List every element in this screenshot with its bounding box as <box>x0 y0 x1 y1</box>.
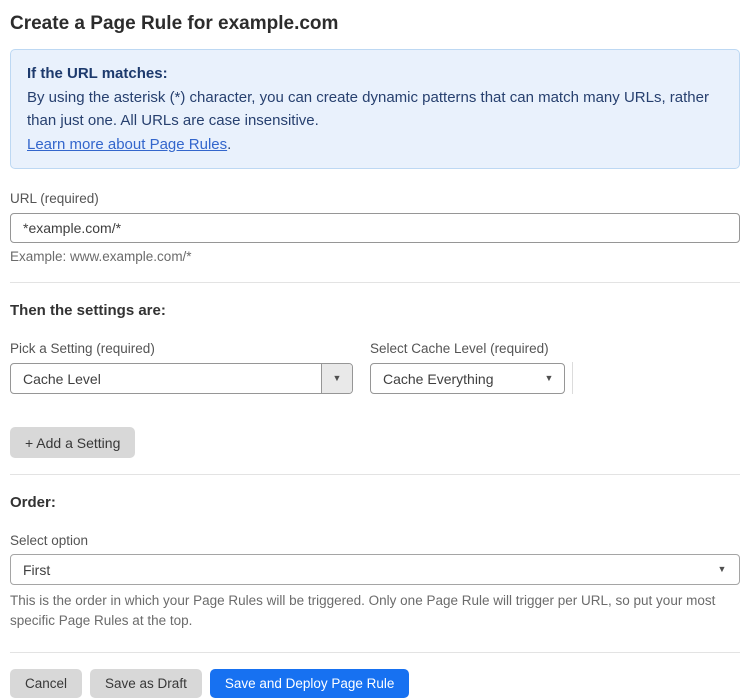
order-helper-text: This is the order in which your Page Rules will be triggered. Only one Page Rule will trigger per URL, so put your most specific Page Rules at the top. <box>10 593 716 628</box>
setting-picker-column <box>10 319 353 394</box>
save-as-draft-button[interactable]: Save as Draft <box>90 669 202 698</box>
column-divider <box>572 362 573 394</box>
chevron-down-icon: ▼ <box>332 373 342 383</box>
info-box-heading: If the URL matches: <box>27 65 168 82</box>
cache-level-column <box>370 319 565 394</box>
section-divider <box>10 652 740 653</box>
cache-level-label: Select Cache Level (required) <box>370 341 549 356</box>
url-field-helper: Example: www.example.com/* <box>10 249 192 264</box>
order-select-value: First <box>23 561 51 578</box>
setting-picker-value: Cache Level <box>23 370 101 387</box>
dropdown-arrow-button[interactable] <box>321 364 352 393</box>
order-select-dropdown[interactable] <box>10 554 740 585</box>
cache-level-dropdown[interactable] <box>370 363 565 394</box>
setting-picker-dropdown[interactable] <box>10 363 353 394</box>
link-suffix: . <box>227 135 232 153</box>
dropdown-arrow-cell <box>534 364 564 393</box>
url-field-label: URL (required) <box>10 191 99 206</box>
info-box-link-line <box>27 133 723 157</box>
order-select-label: Select option <box>10 533 89 548</box>
section-divider <box>10 474 740 475</box>
chevron-down-icon: ▼ <box>544 373 554 383</box>
form-actions <box>10 669 740 698</box>
url-match-info-box <box>10 49 740 169</box>
learn-more-link[interactable]: Learn more about Page Rules <box>27 135 228 153</box>
cache-level-value: Cache Everything <box>383 370 494 387</box>
section-divider <box>10 282 740 283</box>
add-setting-button[interactable]: + Add a Setting <box>10 427 135 458</box>
info-box-body: By using the asterisk (*) character, you can create dynamic patterns that can match many URLs, rather than just one. All URLs are case insensitive. <box>27 88 709 129</box>
setting-picker-label: Pick a Setting (required) <box>10 341 155 356</box>
settings-section-heading: Then the settings are: <box>10 302 166 319</box>
page-title: Create a Page Rule for example.com <box>10 13 339 34</box>
cancel-button[interactable]: Cancel <box>10 669 82 698</box>
dropdown-arrow-cell <box>705 565 739 574</box>
save-and-deploy-button[interactable]: Save and Deploy Page Rule <box>210 669 410 698</box>
settings-row <box>10 319 740 394</box>
order-section-heading: Order: <box>10 494 56 511</box>
url-input[interactable] <box>10 213 740 243</box>
chevron-down-icon: ▼ <box>717 564 727 574</box>
